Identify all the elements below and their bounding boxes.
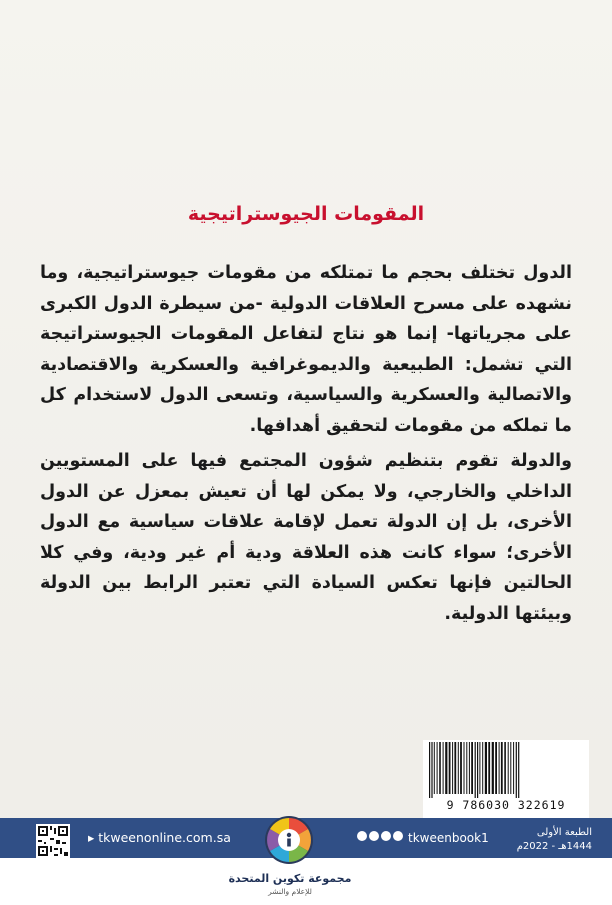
website-link[interactable] (88, 830, 231, 845)
barcode-bar (439, 742, 441, 794)
barcode-bar (434, 742, 435, 794)
paragraph-1: الدول تختلف بحجم ما تمتلكه من مقومات جيوستراتيجية، وما نشهده على مسرح العلاقات الدولية -من سيطرة الدول الكبرى على مجرياتها- إنما هو نتاج لتفاعل المقومات الجيوستراتيجة التي تشمل: الطبيعية والديموغرافية والعسكرية والاقتصادية والاتصالية والعسكرية والسياسية، وتسعى الدول لاستخدام كل ما تملكه من مقومات لتحقيق أهدافها. (40, 263, 572, 436)
snapchat-icon[interactable] (357, 831, 367, 841)
barcode-bar (495, 742, 497, 794)
barcode-bar (482, 742, 483, 794)
barcode-bar (513, 742, 514, 794)
barcode-bar (429, 742, 430, 798)
barcode-number: 9 786030 322619 (446, 798, 566, 812)
social-icons (357, 831, 403, 841)
barcode-bar (471, 742, 473, 794)
barcode-bar (431, 742, 432, 798)
barcode-bar (488, 742, 490, 794)
barcode-bar (443, 742, 444, 794)
barcode-bar (518, 742, 519, 798)
barcode-bar (477, 742, 478, 798)
edition-label: الطبعة الأولى (536, 827, 592, 838)
section-title: المقومات الجيوستراتيجية (187, 203, 425, 225)
facebook-icon[interactable] (381, 831, 391, 841)
barcode-bar (458, 742, 459, 794)
edition-info (517, 826, 592, 854)
publisher-logo-icon (263, 814, 315, 866)
barcode-bar (464, 742, 465, 794)
edition-year: 1444هـ - 2022م (516, 841, 592, 852)
publisher-subtitle: للإعلام والنشر (268, 887, 312, 896)
barcode-bar (508, 742, 509, 794)
barcode-bar (504, 742, 506, 794)
website-text: tkweenonline.com.sa (98, 830, 231, 845)
publisher-name: مجموعة تكوين المتحدة (228, 872, 352, 885)
barcode-bars (425, 742, 587, 798)
qr-code-icon (36, 824, 70, 858)
barcode-bar (492, 742, 494, 794)
barcode-bar (499, 742, 500, 794)
social-handle[interactable]: tkweenbook1 (408, 831, 489, 845)
barcode-bar (475, 742, 476, 798)
instagram-icon[interactable] (369, 831, 379, 841)
barcode-bar (469, 742, 470, 794)
barcode-bar (510, 742, 511, 794)
barcode-bar (466, 742, 467, 794)
globe-icon: ▸ (88, 830, 99, 845)
barcode-bar (445, 742, 447, 794)
barcode-bar (454, 742, 456, 794)
barcode-bar (479, 742, 480, 794)
barcode-bar (449, 742, 451, 794)
barcode-bar (437, 742, 438, 794)
barcode-bar (452, 742, 453, 794)
barcode-bar (516, 742, 517, 798)
barcode-bar (460, 742, 462, 794)
barcode-bar (501, 742, 503, 794)
paragraph-2: والدولة تقوم بتنظيم شؤون المجتمع فيها على المستويين الداخلي والخارجي، ولا يمكن لها أن تعيش بمعزل عن الدول الأخرى، بل إن الدولة تعمل لإقامة علاقات سياسية مع الدول الأخرى؛ سواء كانت هذه العلاقة ودية أم غير ودية، وفي كلا الحالتين فإنها تعكس السيادة التي تعتبر الرابط بين الدولة وبيئتها الدولية. (40, 451, 572, 624)
isbn-barcode (423, 740, 589, 822)
youtube-icon[interactable] (393, 831, 403, 841)
barcode-bar (485, 742, 487, 794)
